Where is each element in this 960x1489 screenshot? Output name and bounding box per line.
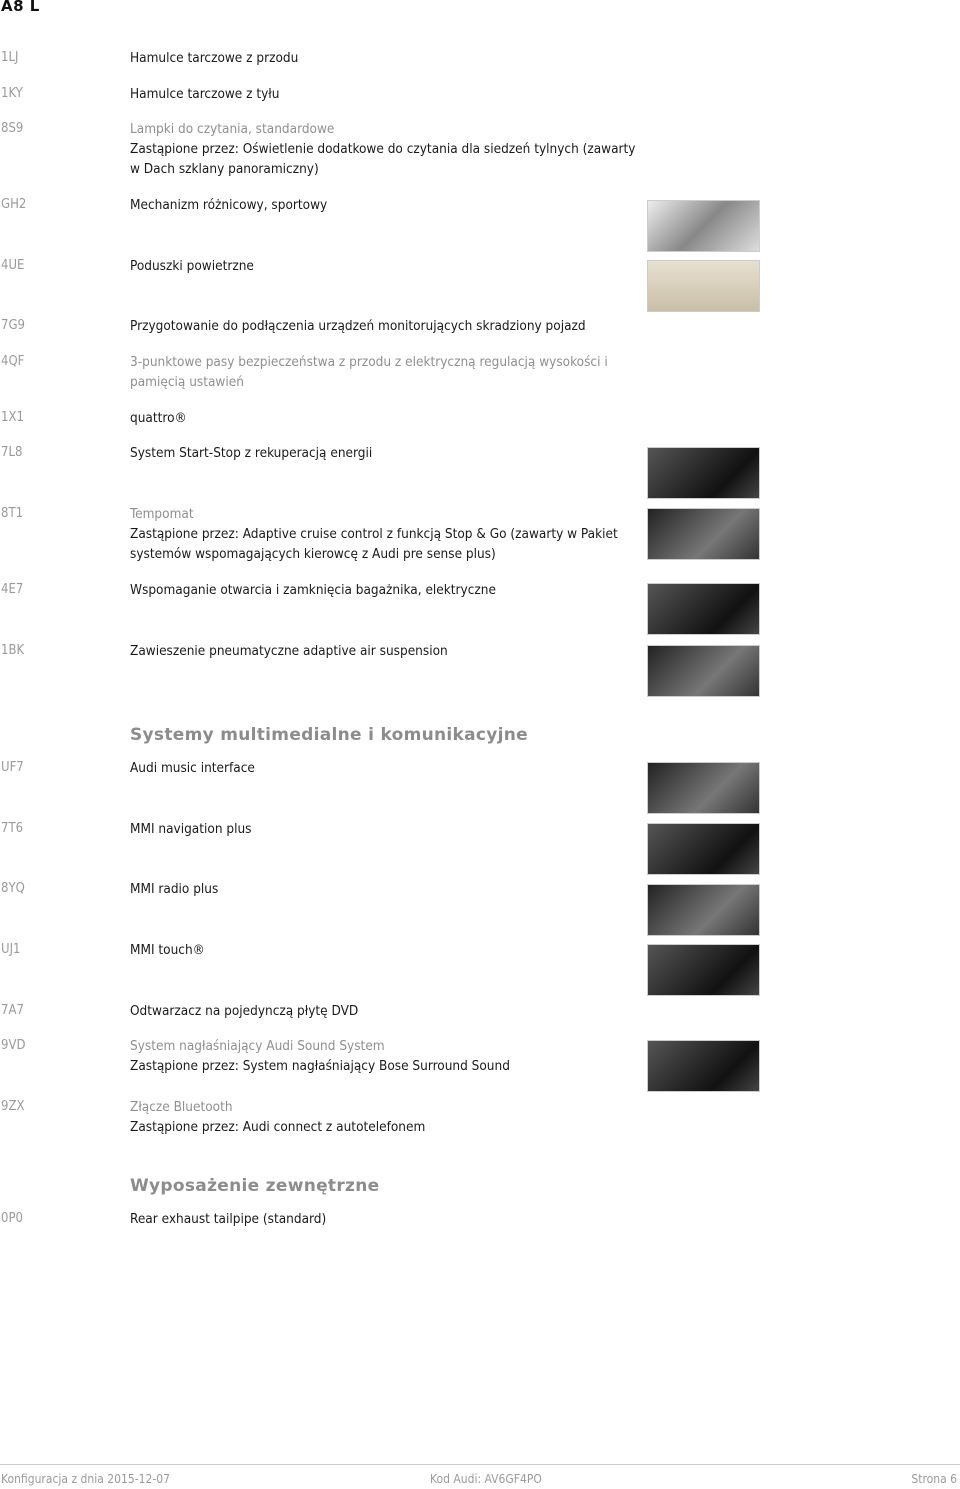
option-text: Zawieszenie pneumatyczne adaptive air suspension bbox=[130, 643, 448, 659]
suspension-screen-image bbox=[647, 645, 760, 697]
option-text: System Start-Stop z rekuperacją energii bbox=[130, 445, 373, 461]
option-description bbox=[130, 758, 640, 778]
trunk-button-image bbox=[647, 583, 760, 635]
option-code: 9ZX bbox=[1, 1099, 25, 1114]
option-code: 9VD bbox=[1, 1038, 26, 1053]
option-description bbox=[130, 352, 640, 392]
option-description bbox=[130, 316, 640, 336]
option-text: Rear exhaust tailpipe (standard) bbox=[130, 1211, 327, 1227]
speaker-image bbox=[647, 1040, 760, 1092]
option-text: Zastąpione przez: Audi connect z autotelefonem bbox=[130, 1119, 426, 1135]
option-description bbox=[130, 119, 640, 179]
option-code: 1KY bbox=[1, 86, 23, 101]
option-code: 7L8 bbox=[1, 445, 23, 460]
option-code: 8S9 bbox=[1, 121, 24, 136]
option-text: Zastąpione przez: Adaptive cruise control z funkcją Stop & Go (zawarty w Pakiet systemów wspomagających kierowcę z Audi pre sense plus) bbox=[130, 526, 618, 562]
option-code: 1BK bbox=[1, 643, 25, 658]
option-description bbox=[130, 940, 640, 960]
option-code: 4E7 bbox=[1, 582, 24, 597]
option-code: UJ1 bbox=[1, 942, 21, 957]
option-text: Odtwarzacz na pojedynczą płytę DVD bbox=[130, 1003, 359, 1019]
option-description bbox=[130, 879, 640, 899]
option-text: MMI radio plus bbox=[130, 881, 219, 897]
option-code: 7G9 bbox=[1, 318, 25, 333]
option-description bbox=[130, 641, 640, 661]
option-description bbox=[130, 408, 640, 428]
option-text: Hamulce tarczowe z przodu bbox=[130, 50, 299, 66]
option-text: Mechanizm różnicowy, sportowy bbox=[130, 197, 328, 213]
option-code: 4UE bbox=[1, 258, 25, 273]
replaced-option-text: Lampki do czytania, standardowe bbox=[130, 121, 335, 137]
option-text: MMI touch® bbox=[130, 942, 205, 958]
replaced-option-text: System nagłaśniający Audi Sound System bbox=[130, 1038, 385, 1054]
footer-audi-code: Kod Audi: AV6GF4PO bbox=[430, 1472, 542, 1486]
page-title: A8 L bbox=[1, 0, 40, 15]
option-text: Przygotowanie do podłączenia urządzeń monitorujących skradziony pojazd bbox=[130, 318, 586, 334]
option-description bbox=[130, 580, 640, 600]
start-stop-buttons-image bbox=[647, 447, 760, 499]
mmi-screen-image bbox=[647, 823, 760, 875]
option-text: Zastąpione przez: System nagłaśniający Bose Surround Sound bbox=[130, 1058, 510, 1074]
mmi-controls-image bbox=[647, 884, 760, 936]
footer-page-number: Strona 6 bbox=[911, 1472, 957, 1486]
music-interface-image bbox=[647, 762, 760, 814]
option-code: UF7 bbox=[1, 760, 24, 775]
replaced-option-text: Złącze Bluetooth bbox=[130, 1099, 233, 1115]
option-description bbox=[130, 195, 640, 215]
mmi-touch-image bbox=[647, 944, 760, 996]
option-description bbox=[130, 84, 640, 104]
option-code: 8YQ bbox=[1, 881, 25, 896]
option-description bbox=[130, 504, 640, 564]
footer-date: Konfiguracja z dnia 2015-12-07 bbox=[1, 1472, 171, 1486]
option-description bbox=[130, 1209, 640, 1229]
option-text: Wspomaganie otwarcia i zamknięcia bagażnika, elektryczne bbox=[130, 582, 496, 598]
option-text: quattro® bbox=[130, 410, 187, 426]
option-code: 7A7 bbox=[1, 1003, 24, 1018]
option-description bbox=[130, 256, 640, 276]
option-text: Audi music interface bbox=[130, 760, 255, 776]
option-description bbox=[130, 1036, 640, 1076]
option-code: 0P0 bbox=[1, 1211, 23, 1226]
option-text: Zastąpione przez: Oświetlenie dodatkowe do czytania dla siedzeń tylnych (zawarty w Dach szklany panoramiczny) bbox=[130, 141, 636, 177]
section-heading: Wyposażenie zewnętrzne bbox=[130, 1176, 380, 1196]
option-text: MMI navigation plus bbox=[130, 821, 252, 837]
drivetrain-image bbox=[647, 200, 760, 252]
option-description bbox=[130, 443, 640, 463]
option-code: 1LJ bbox=[1, 50, 19, 65]
cruise-control-stalk-image bbox=[647, 508, 760, 560]
option-code: GH2 bbox=[1, 197, 27, 212]
footer-divider bbox=[0, 1464, 960, 1465]
option-description bbox=[130, 1001, 640, 1021]
replaced-option-text: 3-punktowe pasy bezpieczeństwa z przodu z elektryczną regulacją wysokości i pamięcią ustawień bbox=[130, 354, 608, 390]
option-code: 8T1 bbox=[1, 506, 24, 521]
option-description bbox=[130, 1097, 640, 1137]
option-description bbox=[130, 48, 640, 68]
option-code: 4QF bbox=[1, 354, 25, 369]
option-code: 1X1 bbox=[1, 410, 24, 425]
option-text: Hamulce tarczowe z tyłu bbox=[130, 86, 280, 102]
airbag-image bbox=[647, 260, 760, 312]
replaced-option-text: Tempomat bbox=[130, 506, 194, 522]
option-code: 7T6 bbox=[1, 821, 24, 836]
option-text: Poduszki powietrzne bbox=[130, 258, 254, 274]
section-heading: Systemy multimedialne i komunikacyjne bbox=[130, 725, 529, 745]
option-description bbox=[130, 819, 640, 839]
